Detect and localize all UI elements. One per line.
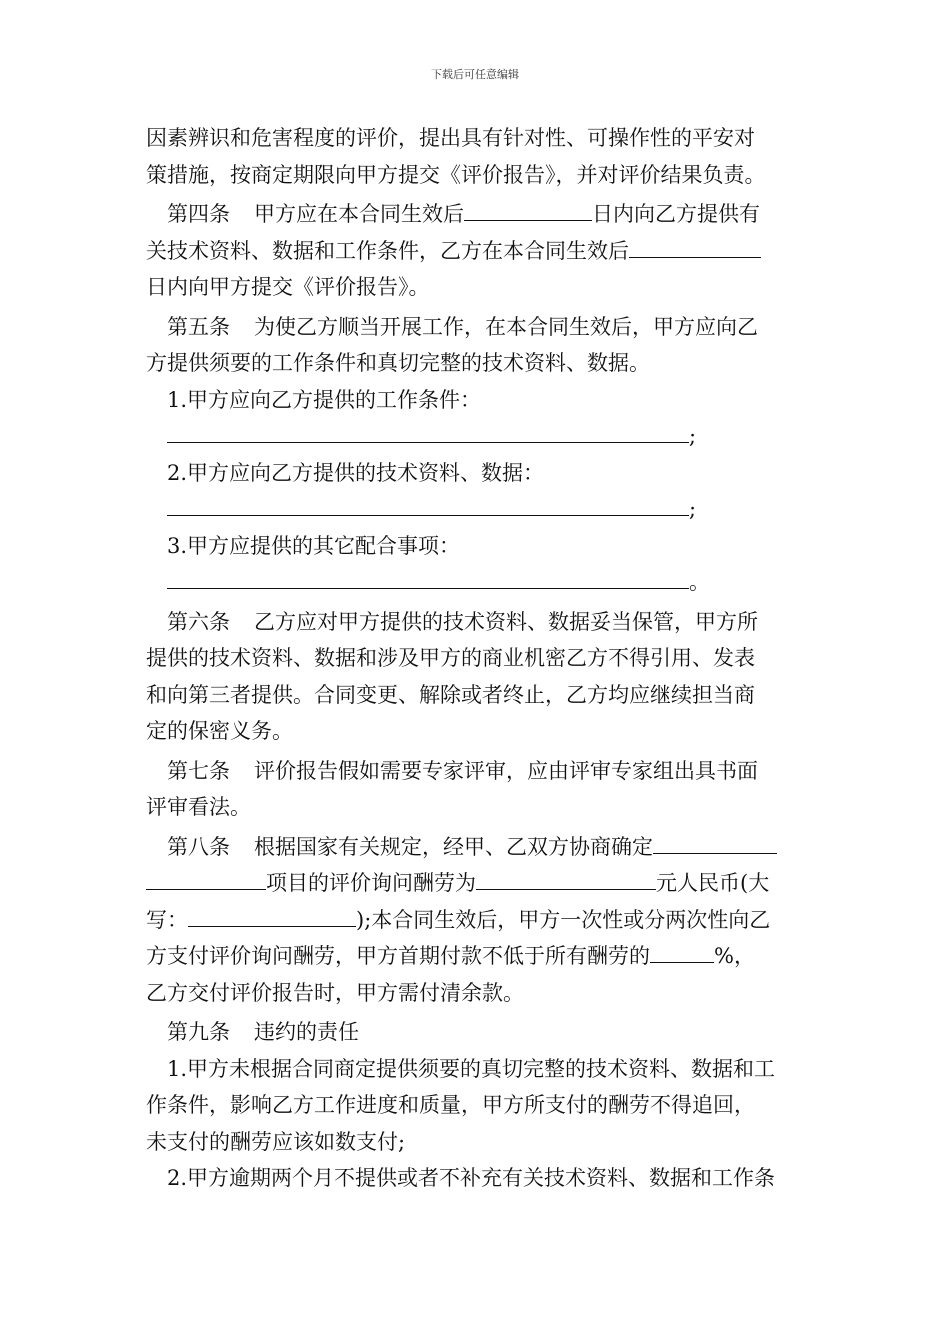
article-9-line: 第九条 违约的责任 bbox=[167, 1020, 359, 1044]
contract-body bbox=[146, 120, 806, 1197]
article-number: 第七条 bbox=[167, 758, 230, 783]
blank-line: ; bbox=[146, 491, 806, 528]
fill-blank[interactable] bbox=[464, 197, 592, 221]
article-4-line: 第四条 甲方应在本合同生效后 日内向乙方提供有 bbox=[146, 196, 806, 233]
fill-blank[interactable] bbox=[476, 866, 656, 890]
paragraph-line: 日内向甲方提交《评价报告》。 bbox=[146, 275, 430, 299]
fill-blank[interactable] bbox=[188, 903, 356, 927]
paragraph-line: 方支付评价询问酬劳，甲方首期付款不低于所有酬劳的 %， bbox=[146, 938, 806, 975]
list-item: 1.甲方未根据合同商定提供须要的真切完整的技术资料、数据和工 bbox=[167, 1056, 776, 1081]
paragraph-line: 评审看法。 bbox=[146, 795, 251, 819]
fill-blank[interactable] bbox=[629, 234, 761, 258]
paragraph-line: 乙方交付评价报告时，甲方需付清余款。 bbox=[146, 980, 524, 1005]
list-item: 2.甲方逾期两个月不提供或者不补充有关技术资料、数据和工作条 bbox=[167, 1166, 776, 1190]
fill-blank[interactable] bbox=[167, 565, 689, 589]
list-item: 1.甲方应向乙方提供的工作条件： bbox=[167, 387, 482, 412]
article-number: 第四条 bbox=[167, 202, 230, 226]
article-7-line: 第七条 评价报告假如需要专家评审，应由评审专家组出具书面 bbox=[167, 758, 758, 783]
paragraph-line: 项目的评价询问酬劳为 元人民币(大 bbox=[146, 865, 806, 902]
article-number: 第五条 bbox=[167, 314, 230, 339]
article-number: 第六条 bbox=[167, 609, 230, 634]
paragraph-line: 和向第三者提供。合同变更、解除或者终止，乙方均应继续担当商 bbox=[146, 682, 755, 707]
paragraph-line: 关技术资料、数据和工作条件，乙方在本合同生效后 bbox=[146, 233, 806, 270]
fill-blank[interactable] bbox=[167, 492, 689, 516]
blank-line: 。 bbox=[146, 564, 806, 601]
paragraph-line: 作条件，影响乙方工作进度和质量，甲方所支付的酬劳不得追回， bbox=[146, 1093, 755, 1117]
blank-line: ; bbox=[146, 418, 806, 455]
fill-blank[interactable] bbox=[650, 939, 714, 963]
article-5-line: 第五条 为使乙方顺当开展工作，在本合同生效后，甲方应向乙 bbox=[167, 314, 758, 339]
paragraph-line: 策措施，按商定期限向甲方提交《评价报告》，并对评价结果负责。 bbox=[146, 162, 766, 187]
list-item: 3.甲方应提供的其它配合事项： bbox=[167, 533, 461, 558]
article-8-line: 第八条 根据国家有关规定，经甲、乙双方协商确定 bbox=[146, 829, 806, 866]
article-6-line: 第六条 乙方应对甲方提供的技术资料、数据妥当保管，甲方所 bbox=[167, 609, 758, 634]
paragraph-line: 提供的技术资料、数据和涉及甲方的商业机密乙方不得引用、发表 bbox=[146, 646, 755, 670]
list-item: 2.甲方应向乙方提供的技术资料、数据： bbox=[167, 460, 545, 485]
paragraph-line: 定的保密义务。 bbox=[146, 719, 293, 743]
article-number: 第九条 bbox=[167, 1020, 230, 1044]
fill-blank[interactable] bbox=[653, 830, 777, 854]
page-header: 下载后可任意编辑 bbox=[431, 68, 519, 81]
fill-blank[interactable] bbox=[167, 419, 689, 443]
paragraph-line: 未支付的酬劳应该如数支付; bbox=[146, 1129, 406, 1154]
fill-blank[interactable] bbox=[146, 866, 266, 890]
article-number: 第八条 bbox=[167, 834, 230, 859]
paragraph-line: 方提供须要的工作条件和真切完整的技术资料、数据。 bbox=[146, 351, 650, 375]
paragraph-line: 因素辨识和危害程度的评价，提出具有针对性、可操作性的平安对 bbox=[146, 126, 755, 150]
paragraph-line: 写： );本合同生效后，甲方一次性或分两次性向乙 bbox=[146, 902, 806, 939]
